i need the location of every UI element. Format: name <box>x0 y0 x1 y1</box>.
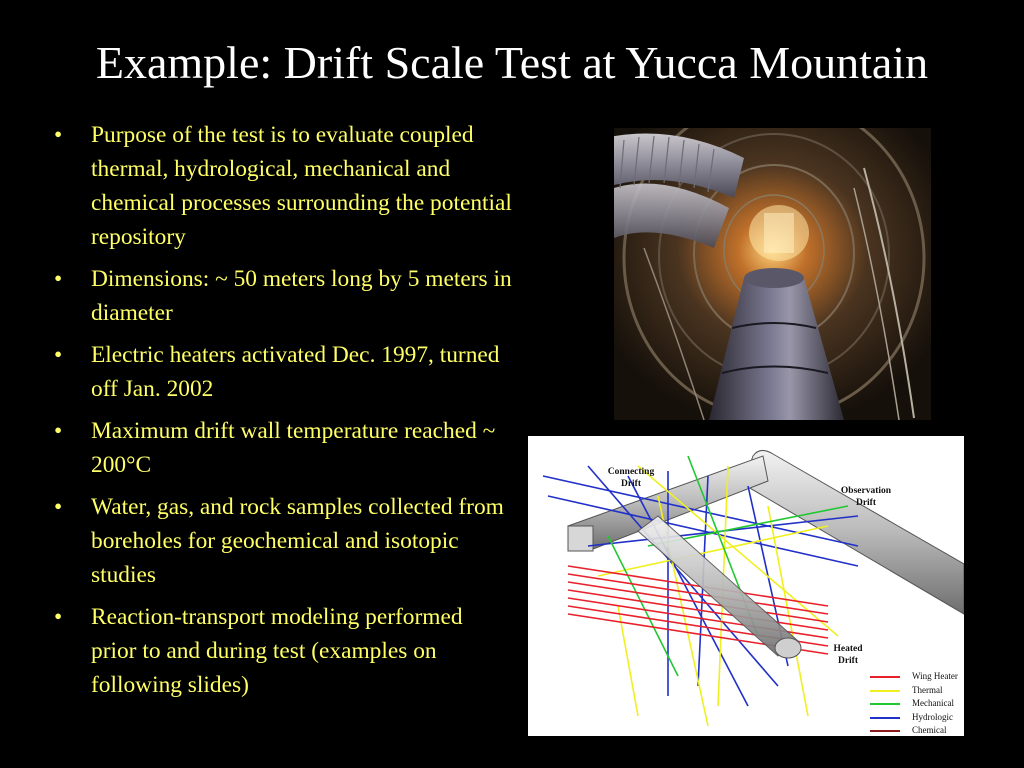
legend-label: Chemical <box>912 725 947 735</box>
bullet-text: Water, gas, and rock samples collected from boreholes for geochemical and isotopic studies <box>91 494 504 588</box>
legend-item <box>870 670 964 684</box>
legend-item <box>870 697 964 711</box>
bullet-item <box>52 338 512 406</box>
bullet-item <box>52 490 512 592</box>
bullet-list <box>52 118 512 710</box>
legend-label: Thermal <box>912 684 943 695</box>
bullet-item <box>52 118 512 254</box>
bullet-item <box>52 262 512 330</box>
diagram-legend <box>870 670 964 736</box>
bullet-item <box>52 600 512 702</box>
bullet-item <box>52 414 512 482</box>
bullet-text: Maximum drift wall temperature reached ~ 200°C <box>91 418 496 478</box>
legend-label: Mechanical <box>912 698 954 708</box>
legend-item <box>870 711 964 725</box>
slide-title: Example: Drift Scale Test at Yucca Mountain <box>95 37 929 88</box>
legend-label: Wing Heater <box>912 671 958 681</box>
legend-swatch <box>870 703 900 705</box>
label-observation-drift: Observation Drift <box>840 486 892 508</box>
legend-swatch <box>870 717 900 719</box>
bullet-text: Purpose of the test is to evaluate coupled thermal, hydrological, mechanical and chemical processes surrounding the potential repository <box>91 122 512 250</box>
bullet-text: Electric heaters activated Dec. 1997, turned off Jan. 2002 <box>91 342 500 402</box>
bullet-text: Reaction-transport modeling performed prior to and during test (examples on following slides) <box>91 604 463 698</box>
legend-label: Hydrologic <box>912 711 953 722</box>
bullet-marker: • <box>54 266 63 292</box>
borehole-diagram <box>528 436 964 736</box>
legend-swatch <box>870 730 900 732</box>
bullet-text: Dimensions: ~ 50 meters long by 5 meters in diameter <box>91 266 512 326</box>
bullet-marker: • <box>54 122 63 148</box>
label-connecting-drift: Connecting Drift <box>607 467 655 489</box>
legend-swatch <box>870 676 900 678</box>
legend-item <box>870 724 964 736</box>
legend-item <box>870 684 964 698</box>
bullet-marker: • <box>54 604 63 630</box>
bullet-marker: • <box>54 418 63 444</box>
legend-swatch <box>870 690 900 692</box>
tunnel-photo <box>614 128 931 420</box>
bullet-marker: • <box>54 494 63 520</box>
label-heated-drift: Heated Drift <box>833 644 863 666</box>
bullet-marker: • <box>54 342 63 368</box>
